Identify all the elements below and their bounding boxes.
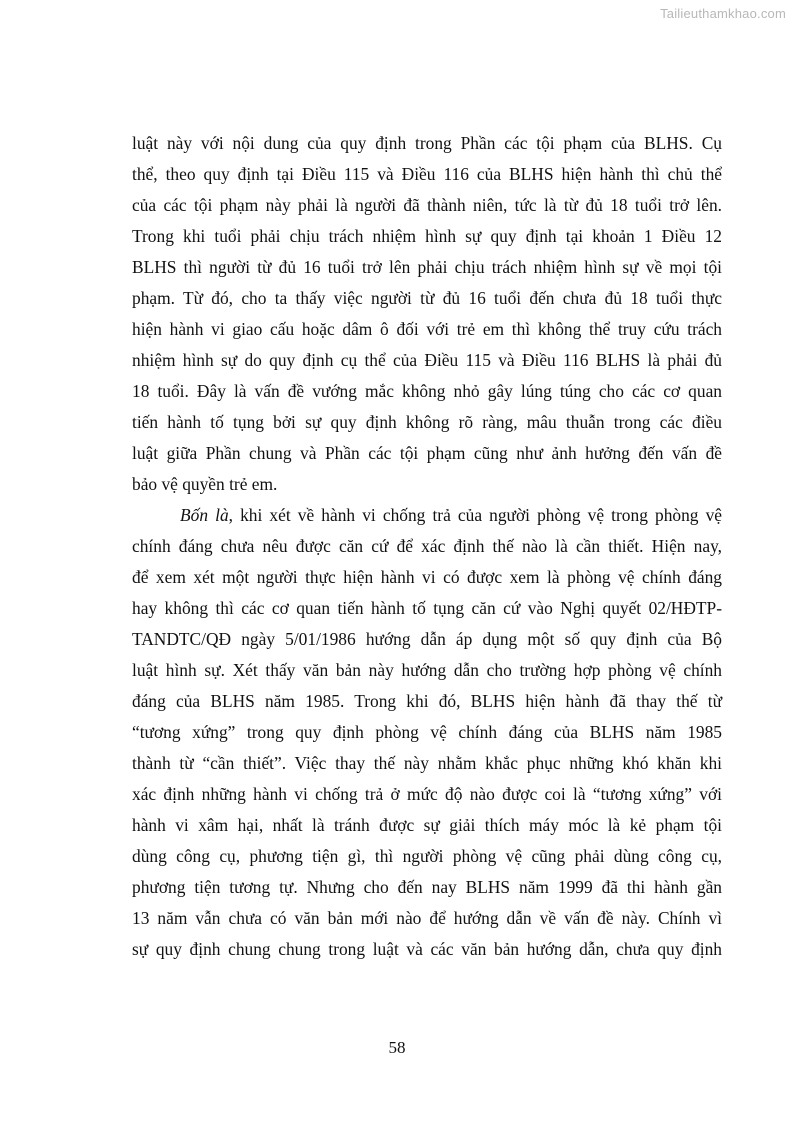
text-line: 18 tuổi. Đây là vấn đề vướng mắc không nhỏ gây lúng túng cho các cơ quan xyxy=(132,381,722,401)
text-line: luật này với nội dung của quy định trong Phần các tội phạm của BLHS. Cụ xyxy=(132,133,722,153)
text-line: hành vi xâm hại, nhất là tránh được sự giải thích máy móc là kẻ phạm tội xyxy=(132,815,722,835)
watermark-text: Tailieuthamkhao.com xyxy=(660,6,786,21)
text-line: hay không thì các cơ quan tiến hành tố tụng căn cứ vào Nghị quyết 02/HĐTP- xyxy=(132,598,722,618)
text-line: phương tiện tương tự. Nhưng cho đến nay BLHS năm 1999 đã thi hành gần xyxy=(132,877,722,897)
text-line: bảo vệ quyền trẻ em. xyxy=(132,474,278,494)
text-line: tiến hành tố tụng bởi sự quy định không rõ ràng, mâu thuẫn trong các điều xyxy=(132,412,722,432)
text-line: dùng công cụ, phương tiện gì, thì người phòng vệ cũng phải dùng công cụ, xyxy=(132,846,722,866)
text-line: đáng của BLHS năm 1985. Trong khi đó, BLHS hiện hành đã thay thế từ xyxy=(132,691,722,711)
paragraph-1 xyxy=(132,128,722,500)
text-line: phạm. Từ đó, cho ta thấy việc người từ đủ 16 tuổi đến chưa đủ 18 tuổi thực xyxy=(132,288,722,308)
lead-italic: Bốn là xyxy=(180,505,229,525)
text-line: thể, theo quy định tại Điều 115 và Điều 116 của BLHS hiện hành thì chủ thể xyxy=(132,164,722,184)
text-line: “tương xứng” trong quy định phòng vệ chính đáng của BLHS năm 1985 xyxy=(132,722,722,742)
paragraph-2 xyxy=(132,500,722,965)
text-line: TANDTC/QĐ ngày 5/01/1986 hướng dẫn áp dụng một số quy định của Bộ xyxy=(132,629,722,649)
text-line: để xem xét một người thực hiện hành vi có được xem là phòng vệ chính đáng xyxy=(132,567,722,587)
text-line: luật hình sự. Xét thấy văn bản này hướng dẫn cho trường hợp phòng vệ chính xyxy=(132,660,722,680)
text-line: thành từ “cần thiết”. Việc thay thế này nhằm khắc phục những khó khăn khi xyxy=(132,753,722,773)
text-line: xác định những hành vi chống trả ở mức độ nào được coi là “tương xứng” với xyxy=(132,784,722,804)
document-body xyxy=(132,128,722,965)
text-line: sự quy định chung chung trong luật và các văn bản hướng dẫn, chưa quy định xyxy=(132,939,722,959)
text-line: chính đáng chưa nêu được căn cứ để xác định thế nào là cần thiết. Hiện nay, xyxy=(132,536,722,556)
text-line-first xyxy=(132,500,722,531)
text-line: nhiệm hình sự do quy định cụ thể của Điều 115 và Điều 116 BLHS là phải đủ xyxy=(132,350,722,370)
text-line: 13 năm vẫn chưa có văn bản mới nào để hướng dẫn về vấn đề này. Chính vì xyxy=(132,908,722,928)
text-line: BLHS thì người từ đủ 16 tuổi trở lên phải chịu trách nhiệm hình sự về mọi tội xyxy=(132,257,722,277)
page-number: 58 xyxy=(388,1038,406,1057)
text-line: Trong khi tuổi phải chịu trách nhiệm hình sự quy định tại khoản 1 Điều 12 xyxy=(132,226,722,246)
text-line: của các tội phạm này phải là người đã thành niên, tức là từ đủ 18 tuổi trở lên. xyxy=(132,195,722,215)
text-line: luật giữa Phần chung và Phần các tội phạm cũng như ảnh hưởng đến vấn đề xyxy=(132,443,722,463)
text-line: hiện hành vi giao cấu hoặc dâm ô đối với trẻ em thì không thể truy cứu trách xyxy=(132,319,722,339)
text-line-rest: , khi xét về hành vi chống trả của người phòng vệ trong phòng vệ xyxy=(228,505,722,525)
